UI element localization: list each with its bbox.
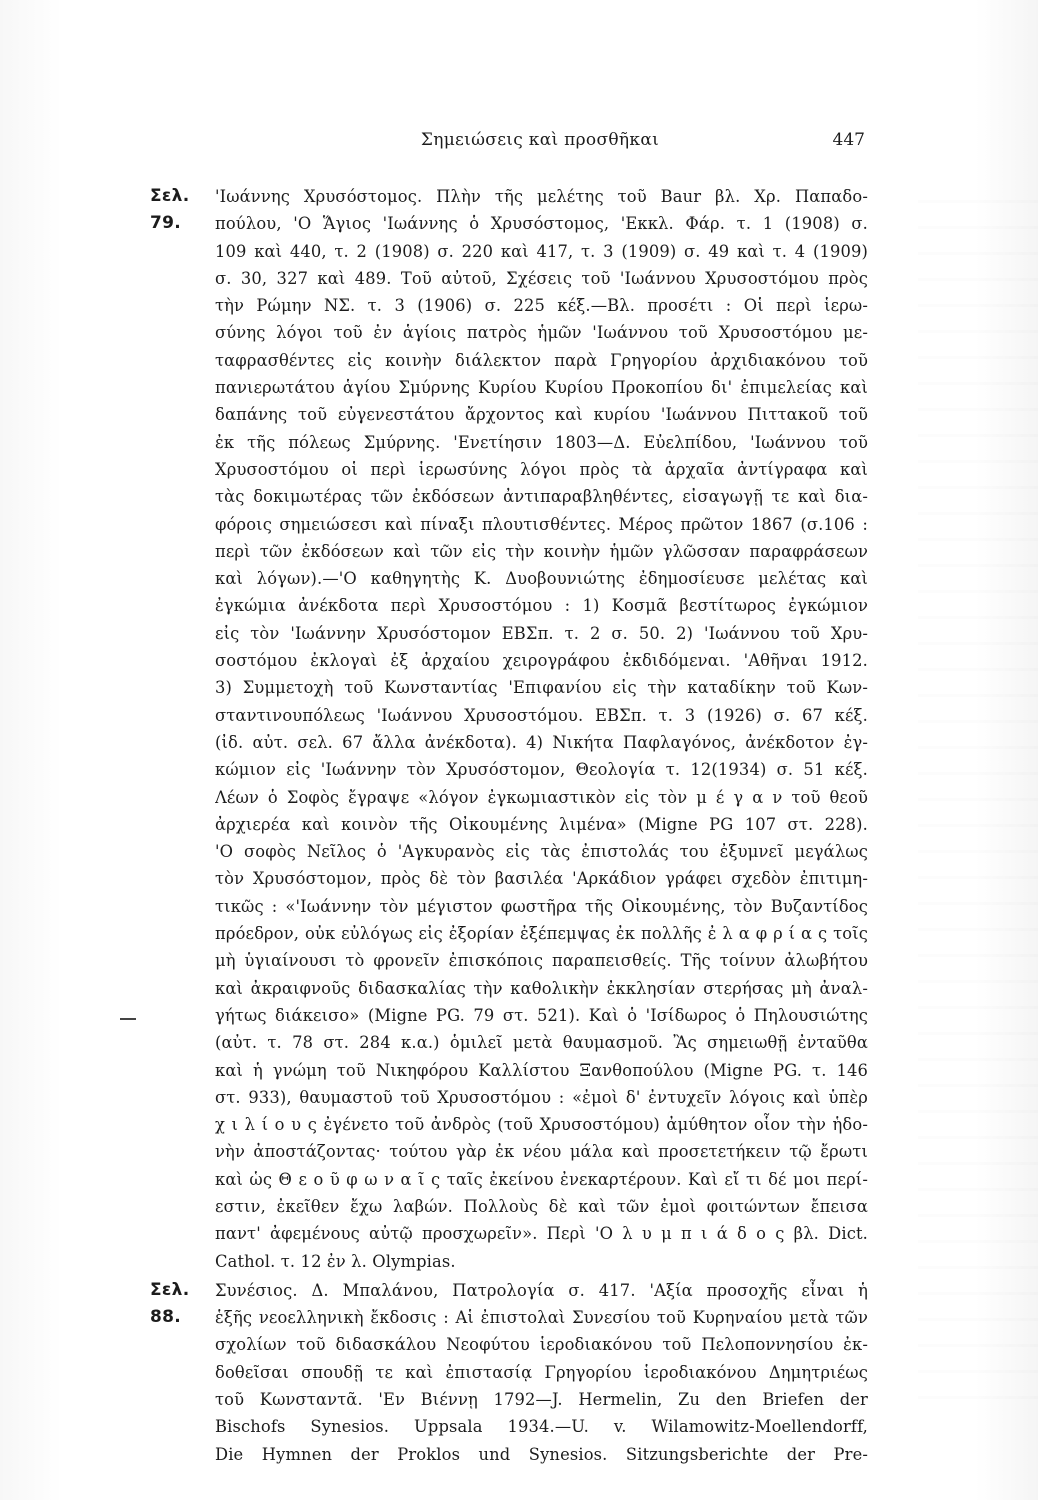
- text-line: ἐγκώμια ἀνέκδοτα περὶ Χρυσοστόμου : 1) Κοσμᾶ βεστίτωρος ἐγκώμιον: [215, 596, 868, 616]
- page-header: [215, 130, 865, 160]
- text-line: Die Hymnen der Proklos und Synesios. Sitzungsberichte der Pre-: [215, 1444, 868, 1464]
- text-line: Λέων ὁ Σοφὸς ἔγραψε «λόγον ἐγκωμιαστικὸν εἰς τὸν μ έ γ α ν τοῦ θεοῦ: [215, 787, 868, 807]
- text-line: δαπάνης τοῦ εὐγενεστάτου ἄρχοντος καὶ κυρίου 'Ιωάννου Πιττακοῦ τοῦ: [215, 405, 868, 425]
- text-line: πρόεδρον, οὐκ εὐλόγως εἰς ἐξορίαν ἐξέπεμψας ἐκ πολλῆς ἐ λ α φ ρ ί α ς τοῖς: [215, 924, 868, 944]
- text-line: Bischofs Synesios. Uppsala 1934.—U. v. Wilamowitz-Moellendorff,: [215, 1417, 868, 1437]
- text-line: (αὐτ. τ. 78 στ. 284 κ.α.) ὁμιλεῖ μετὰ θαυμασμοῦ. Ἂς σημειωθῇ ἐνταῦθα: [215, 1033, 868, 1053]
- text-line: καὶ ἀκραιφνοῦς διδασκαλίας τὴν καθολικὴν ἐκκλησίαν στερήσας μὴ ἀναλ-: [215, 978, 868, 998]
- text-line: πούλου, 'Ο Ἅγιος 'Ιωάννης ὁ Χρυσόστομος, 'Εκκλ. Φάρ. τ. 1 (1908) σ.: [215, 214, 868, 234]
- text-line: γήτως διάκεισο» (Migne PG. 79 στ. 521). Καὶ ὁ 'Ισίδωρος ὁ Πηλουσιώτης: [215, 1005, 868, 1025]
- note-ref: Σελ. 88.: [150, 1279, 190, 1328]
- margin-mark: [120, 1018, 136, 1020]
- text-line: 'Ο σοφὸς Νεῖλος ὁ 'Αγκυρανὸς εἰς τὰς ἐπιστολάς του ἐξυμνεῖ μεγάλως: [215, 842, 868, 862]
- text-line: 109 καὶ 440, τ. 2 (1908) σ. 220 καὶ 417, τ. 3 (1909) σ. 49 καὶ τ. 4 (1909): [215, 241, 868, 261]
- text-line: κώμιον εἰς 'Ιωάννην τὸν Χρυσόστομον, Θεολογία τ. 12(1934) σ. 51 κέξ.: [215, 760, 868, 780]
- bleed-through-shadow: [918, 200, 1038, 1400]
- text-line: ἑξῆς νεοελληνικὴ ἔκδοσις : Αἱ ἐπιστολαὶ Συνεσίου τοῦ Κυρηναίου μετὰ τῶν: [215, 1308, 868, 1328]
- text-line: εστιν, ἐκεῖθεν ἔχω λαβών. Πολλοὺς δὲ καὶ τῶν ἐμοὶ φοιτώντων ἔπεισα: [215, 1196, 868, 1216]
- text-line: περὶ τῶν ἐκδόσεων καὶ τῶν εἰς τὴν κοινὴν ἡμῶν γλῶσσαν παραφράσεων: [215, 541, 868, 561]
- text-line: τὴν Ρώμην ΝΣ. τ. 3 (1906) σ. 225 κέξ.—Βλ. προσέτι : Οἱ περὶ ἱερω-: [215, 296, 868, 316]
- text-line: χ ι λ ί ο υ ς ἐγένετο τοῦ ἀνδρὸς (τοῦ Χρυσοστόμου) ἀμύθητον οἷον τὴν ἡδο-: [215, 1115, 868, 1135]
- note-text: [215, 1277, 868, 1468]
- text-line: μὴ ὑγιαίνουσι τὸ φρονεῖν ἐπισκόποις παραπεισθείς. Τῆς τοίνυν ἀλωβήτου: [215, 951, 868, 971]
- notes-body: [150, 183, 868, 1470]
- text-line: παντ' ἀφεμένους αὐτῷ προσχωρεῖν». Περὶ 'Ο λ υ μ π ι ά δ ο ς βλ. Dict.: [215, 1224, 868, 1244]
- note-text: [215, 183, 868, 1275]
- text-line: εἰς τὸν 'Ιωάννην Χρυσόστομον ΕΒΣπ. τ. 2 σ. 50. 2) 'Ιωάννου τοῦ Χρυ-: [215, 623, 868, 643]
- text-line: σχολίων τοῦ διδασκάλου Νεοφύτου ἱεροδιακόνου τοῦ Πελοποννησίου ἐκ-: [215, 1335, 868, 1355]
- text-line: τὸν Χρυσόστομον, πρὸς δὲ τὸν βασιλέα 'Αρκάδιον γράφει σχεδὸν ἐπιτιμη-: [215, 869, 868, 889]
- text-line: καὶ ὡς Θ ε ο ῦ φ ω ν α ῖ ς ταῖς ἐκείνου ἐνεκαρτέρουν. Καὶ εἴ τι δέ μοι περί-: [215, 1169, 868, 1189]
- text-line: ἀρχιερέα καὶ κοινὸν τῆς Οἰκουμένης λιμένα» (Migne PG 107 στ. 228).: [215, 814, 868, 834]
- text-line: 'Ιωάννης Χρυσόστομος. Πλὴν τῆς μελέτης τοῦ Baur βλ. Χρ. Παπαδο-: [215, 187, 868, 206]
- text-line: τοῦ Κωνσταντᾶ. 'Εν Βιέννῃ 1792—J. Hermelin, Zu den Briefen der: [215, 1390, 868, 1410]
- text-line: 3) Συμμετοχὴ τοῦ Κωνσταντίας 'Επιφανίου εἰς τὴν καταδίκην τοῦ Κων-: [215, 678, 868, 698]
- text-line: στ. 933), θαυμαστοῦ τοῦ Χρυσοστόμου : «ἐμοὶ δ' ἐντυχεῖν λόγοις καὶ ὑπὲρ: [215, 1087, 868, 1107]
- note-page-88: [150, 1277, 868, 1468]
- text-line: σταντινουπόλεως 'Ιωάννου Χρυσοστόμου. ΕΒΣπ. τ. 3 (1926) σ. 67 κέξ.: [215, 705, 868, 725]
- text-line: νὴν ἀποστάζοντας· τούτου γὰρ ἐκ νέου μάλα καὶ προσετετήκειν τῷ ἔρωτι: [215, 1142, 868, 1162]
- text-line: φόροις σημειώσεσι καὶ πίναξι πλουτισθέντες. Μέρος πρῶτον 1867 (σ.106 :: [215, 514, 868, 534]
- text-line: τικῶς : «'Ιωάννην τὸν μέγιστον φωστῆρα τῆς Οἰκουμένης, τὸν Βυζαντίδος: [215, 896, 868, 916]
- text-line: καὶ λόγων).—'Ο καθηγητὴς Κ. Δυοβουνιώτης ἐδημοσίευσε μελέτας καὶ: [215, 569, 868, 589]
- text-line: (ἰδ. αὐτ. σελ. 67 ἄλλα ἀνέκδοτα). 4) Νικήτα Παφλαγόνος, ἀνέκδοτον ἐγ-: [215, 732, 868, 752]
- text-line: Χρυσοστόμου οἱ περὶ ἱερωσύνης λόγοι πρὸς τὰ ἀρχαῖα ἀντίγραφα καὶ: [215, 459, 868, 479]
- text-line: πανιερωτάτου ἁγίου Σμύρνης Κυρίου Κυρίου Προκοπίου δι' ἐπιμελείας καὶ: [215, 378, 868, 398]
- text-line: σοστόμου ἐκλογαὶ ἐξ ἀρχαίου χειρογράφου ἐκδιδόμεναι. 'Αθῆναι 1912.: [215, 651, 868, 671]
- text-line: σύνης λόγοι τοῦ ἐν ἁγίοις πατρὸς ἡμῶν 'Ιωάννου τοῦ Χρυσοστόμου με-: [215, 323, 868, 343]
- text-line: Cathol. τ. 12 ἐν λ. Olympias.: [215, 1251, 456, 1271]
- text-line: ταφρασθέντες εἰς κοινὴν διάλεκτον παρὰ Γρηγορίου ἀρχιδιακόνου τοῦ: [215, 350, 868, 370]
- running-head: Σημειώσεις καὶ προσθῆκαι: [420, 130, 660, 150]
- note-ref: Σελ. 79.: [150, 186, 190, 234]
- text-line: ἐκ τῆς πόλεως Σμύρνης. 'Ενετίησιν 1803—Δ. Εὐελπίδου, 'Ιωάννου τοῦ: [215, 432, 868, 452]
- text-line: σ. 30, 327 καὶ 489. Τοῦ αὐτοῦ, Σχέσεις τοῦ 'Ιωάννου Χρυσοστόμου πρὸς: [215, 268, 868, 288]
- text-line: καὶ ἡ γνώμη τοῦ Νικηφόρου Καλλίστου Ξανθοπούλου (Migne PG. τ. 146: [215, 1060, 868, 1080]
- note-page-79: [150, 183, 868, 1275]
- page-number: 447: [832, 130, 865, 150]
- text-line: Συνέσιος. Δ. Μπαλάνου, Πατρολογία σ. 417. 'Αξία προσοχῆς εἶναι ἡ: [215, 1280, 868, 1300]
- text-line: τὰς δοκιμωτέρας τῶν ἐκδόσεων ἀντιπαραβληθέντες, εἰσαγωγῇ τε καὶ δια-: [215, 487, 868, 507]
- text-line: δοθεῖσαι σπουδῇ τε καὶ ἐπιστασίᾳ Γρηγορίου ἱεροδιακόνου Δημητριέως: [215, 1362, 868, 1382]
